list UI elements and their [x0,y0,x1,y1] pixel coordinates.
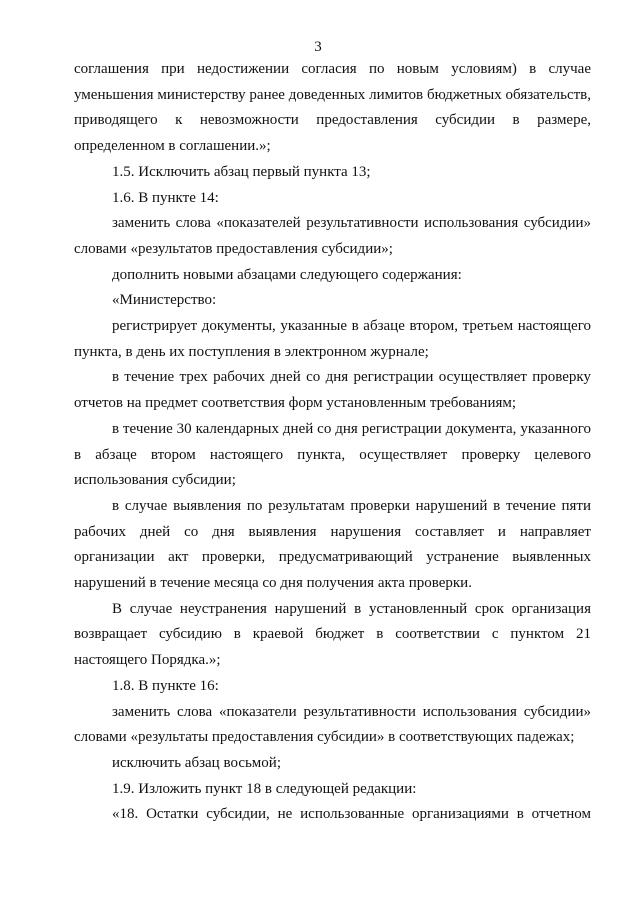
paragraph-thirty-days-check: в течение 30 календарных дней со дня регистрации документа, указанного в абзаце втором настоящего пункта, осуществляет проверку целевого использования субсидии; [74,420,591,489]
paragraph-item-1-5: 1.5. Исключить абзац первый пункта 13; [112,163,371,180]
paragraph-item-1-9: 1.9. Изложить пункт 18 в следующей редакции: [112,780,417,797]
paragraph-return-subsidy: В случае неустранения нарушений в установленный срок организация возвращает субсидию в краевой бюджет в соответствии с пунктом 21 настоящего Порядка.»; [74,600,591,669]
paragraph-item-1-6: 1.6. В пункте 14: [112,189,219,206]
paragraph-exclude-eighth: исключить абзац восьмой; [112,754,281,771]
paragraph-item-18: «18. Остатки субсидии, не использованные организациями в отчетном [112,806,591,823]
document-body [74,57,591,828]
paragraph-violations-act: в случае выявления по результатам проверки нарушений в течение пяти рабочих дней со дня выявления нарушения составляет и направляет организации акт проверки, предусматривающий устранение выявленных нарушений в течение месяца со дня получения акта проверки. [74,497,591,592]
paragraph-ministry: «Министерство: [112,292,217,309]
page-number: 3 [314,39,322,55]
paragraph-three-days-check: в течение трех рабочих дней со дня регистрации осуществляет проверку отчетов на предмет соответствия форм установленным требованиям; [74,369,591,412]
paragraph-registers-documents: регистрирует документы, указанные в абзаце втором, третьем настоящего пункта, в день их поступления в электронном журнале; [74,318,591,360]
paragraph-replace-words-14: заменить слова «показателей результативности использования субсидии» словами «результатов предоставления субсидии»; [74,215,591,257]
paragraph-item-1-8: 1.8. В пункте 16: [112,677,219,694]
paragraph-continuation: соглашения при недостижении согласия по новым условиям) в случае уменьшения министерству ранее доведенных лимитов бюджетных обязательств, приводящего к невозможности предоставления субсидии в размере, определенном в соглашении.»; [74,61,591,155]
paragraph-add-paragraphs: дополнить новыми абзацами следующего содержания: [112,266,462,283]
paragraph-replace-words-16: заменить слова «показатели результативности использования субсидии» словами «результаты предоставления субсидии» в соответствующих падежах; [74,703,591,746]
